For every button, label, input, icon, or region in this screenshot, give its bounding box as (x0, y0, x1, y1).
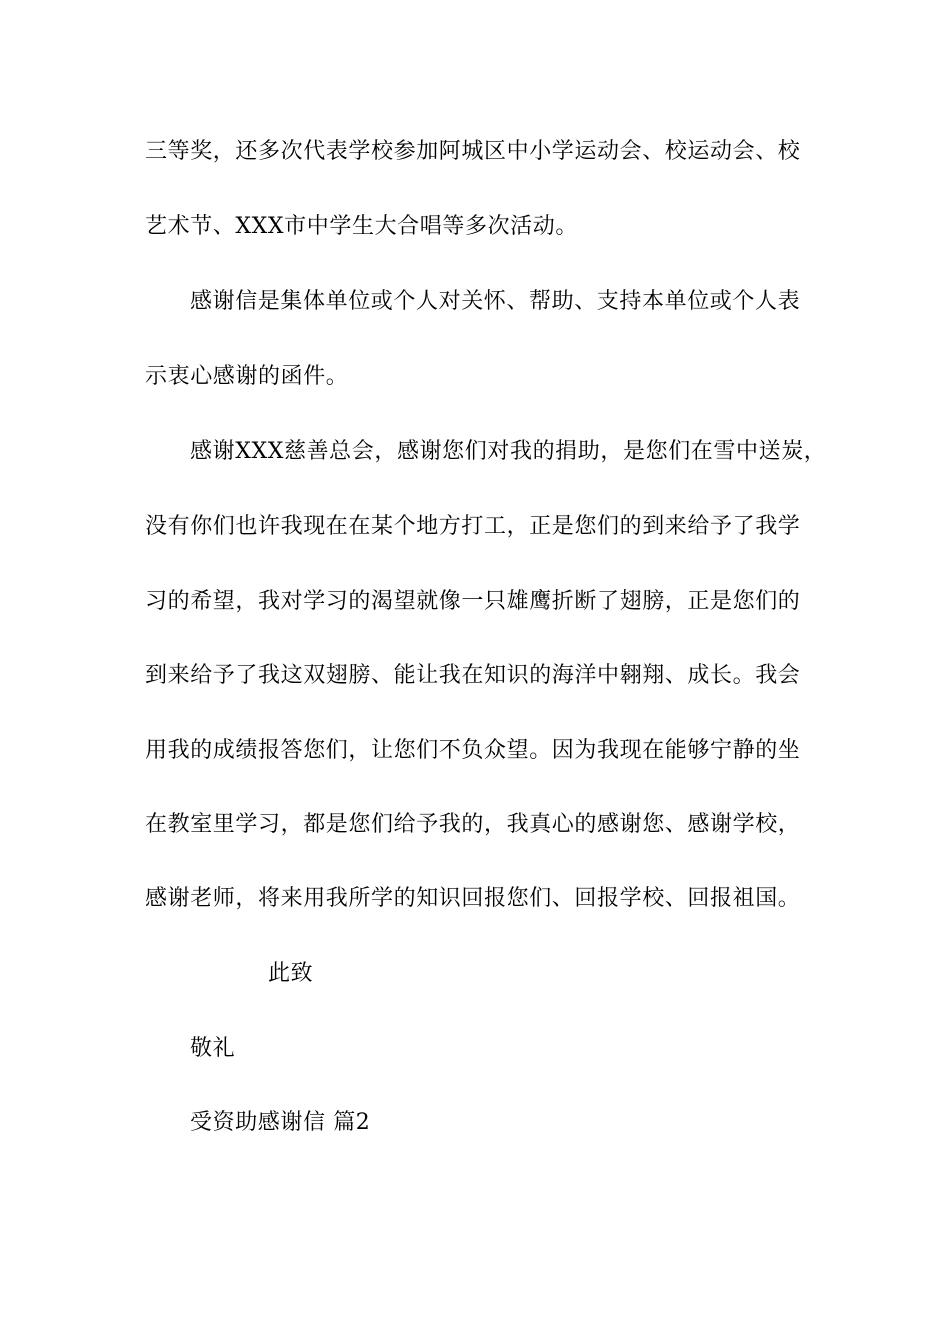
paragraph-line: 在教室里学习，都是您们给予我的，我真心的感谢您、感谢学校， (145, 812, 801, 837)
paragraph-line: 艺术节、XXX市中学生大合唱等多次活动。 (145, 214, 578, 239)
paragraph-line: 三等奖，还多次代表学校参加阿城区中小学运动会、校运动会、校 (145, 139, 801, 164)
salutation-text: 敬礼 (190, 1036, 236, 1061)
paragraph-line: 用我的成绩报答您们，让您们不负众望。因为我现在能够宁静的坐 (145, 738, 801, 763)
paragraph-line: 习的希望，我对学习的渴望就像一只雄鹰折断了翅膀，正是您们的 (145, 589, 801, 614)
paragraph-line: 没有你们也许我现在在某个地方打工，正是您们的到来给予了我学 (145, 514, 801, 539)
paragraph-line: 感谢信是集体单位或个人对关怀、帮助、支持本单位或个人表 (190, 289, 801, 314)
section-title: 受资助感谢信 篇2 (190, 1110, 371, 1135)
paragraph-line: 到来给予了我这双翅膀、能让我在知识的海洋中翱翔、成长。我会 (145, 663, 801, 688)
closing-text: 此致 (268, 961, 314, 986)
paragraph-line: 感谢XXX慈善总会，感谢您们对我的捐助，是您们在雪中送炭， (190, 439, 827, 464)
paragraph-line: 示衷心感谢的函件。 (145, 364, 349, 389)
paragraph-line: 感谢老师，将来用我所学的知识回报您们、回报学校、回报祖国。 (145, 886, 801, 911)
